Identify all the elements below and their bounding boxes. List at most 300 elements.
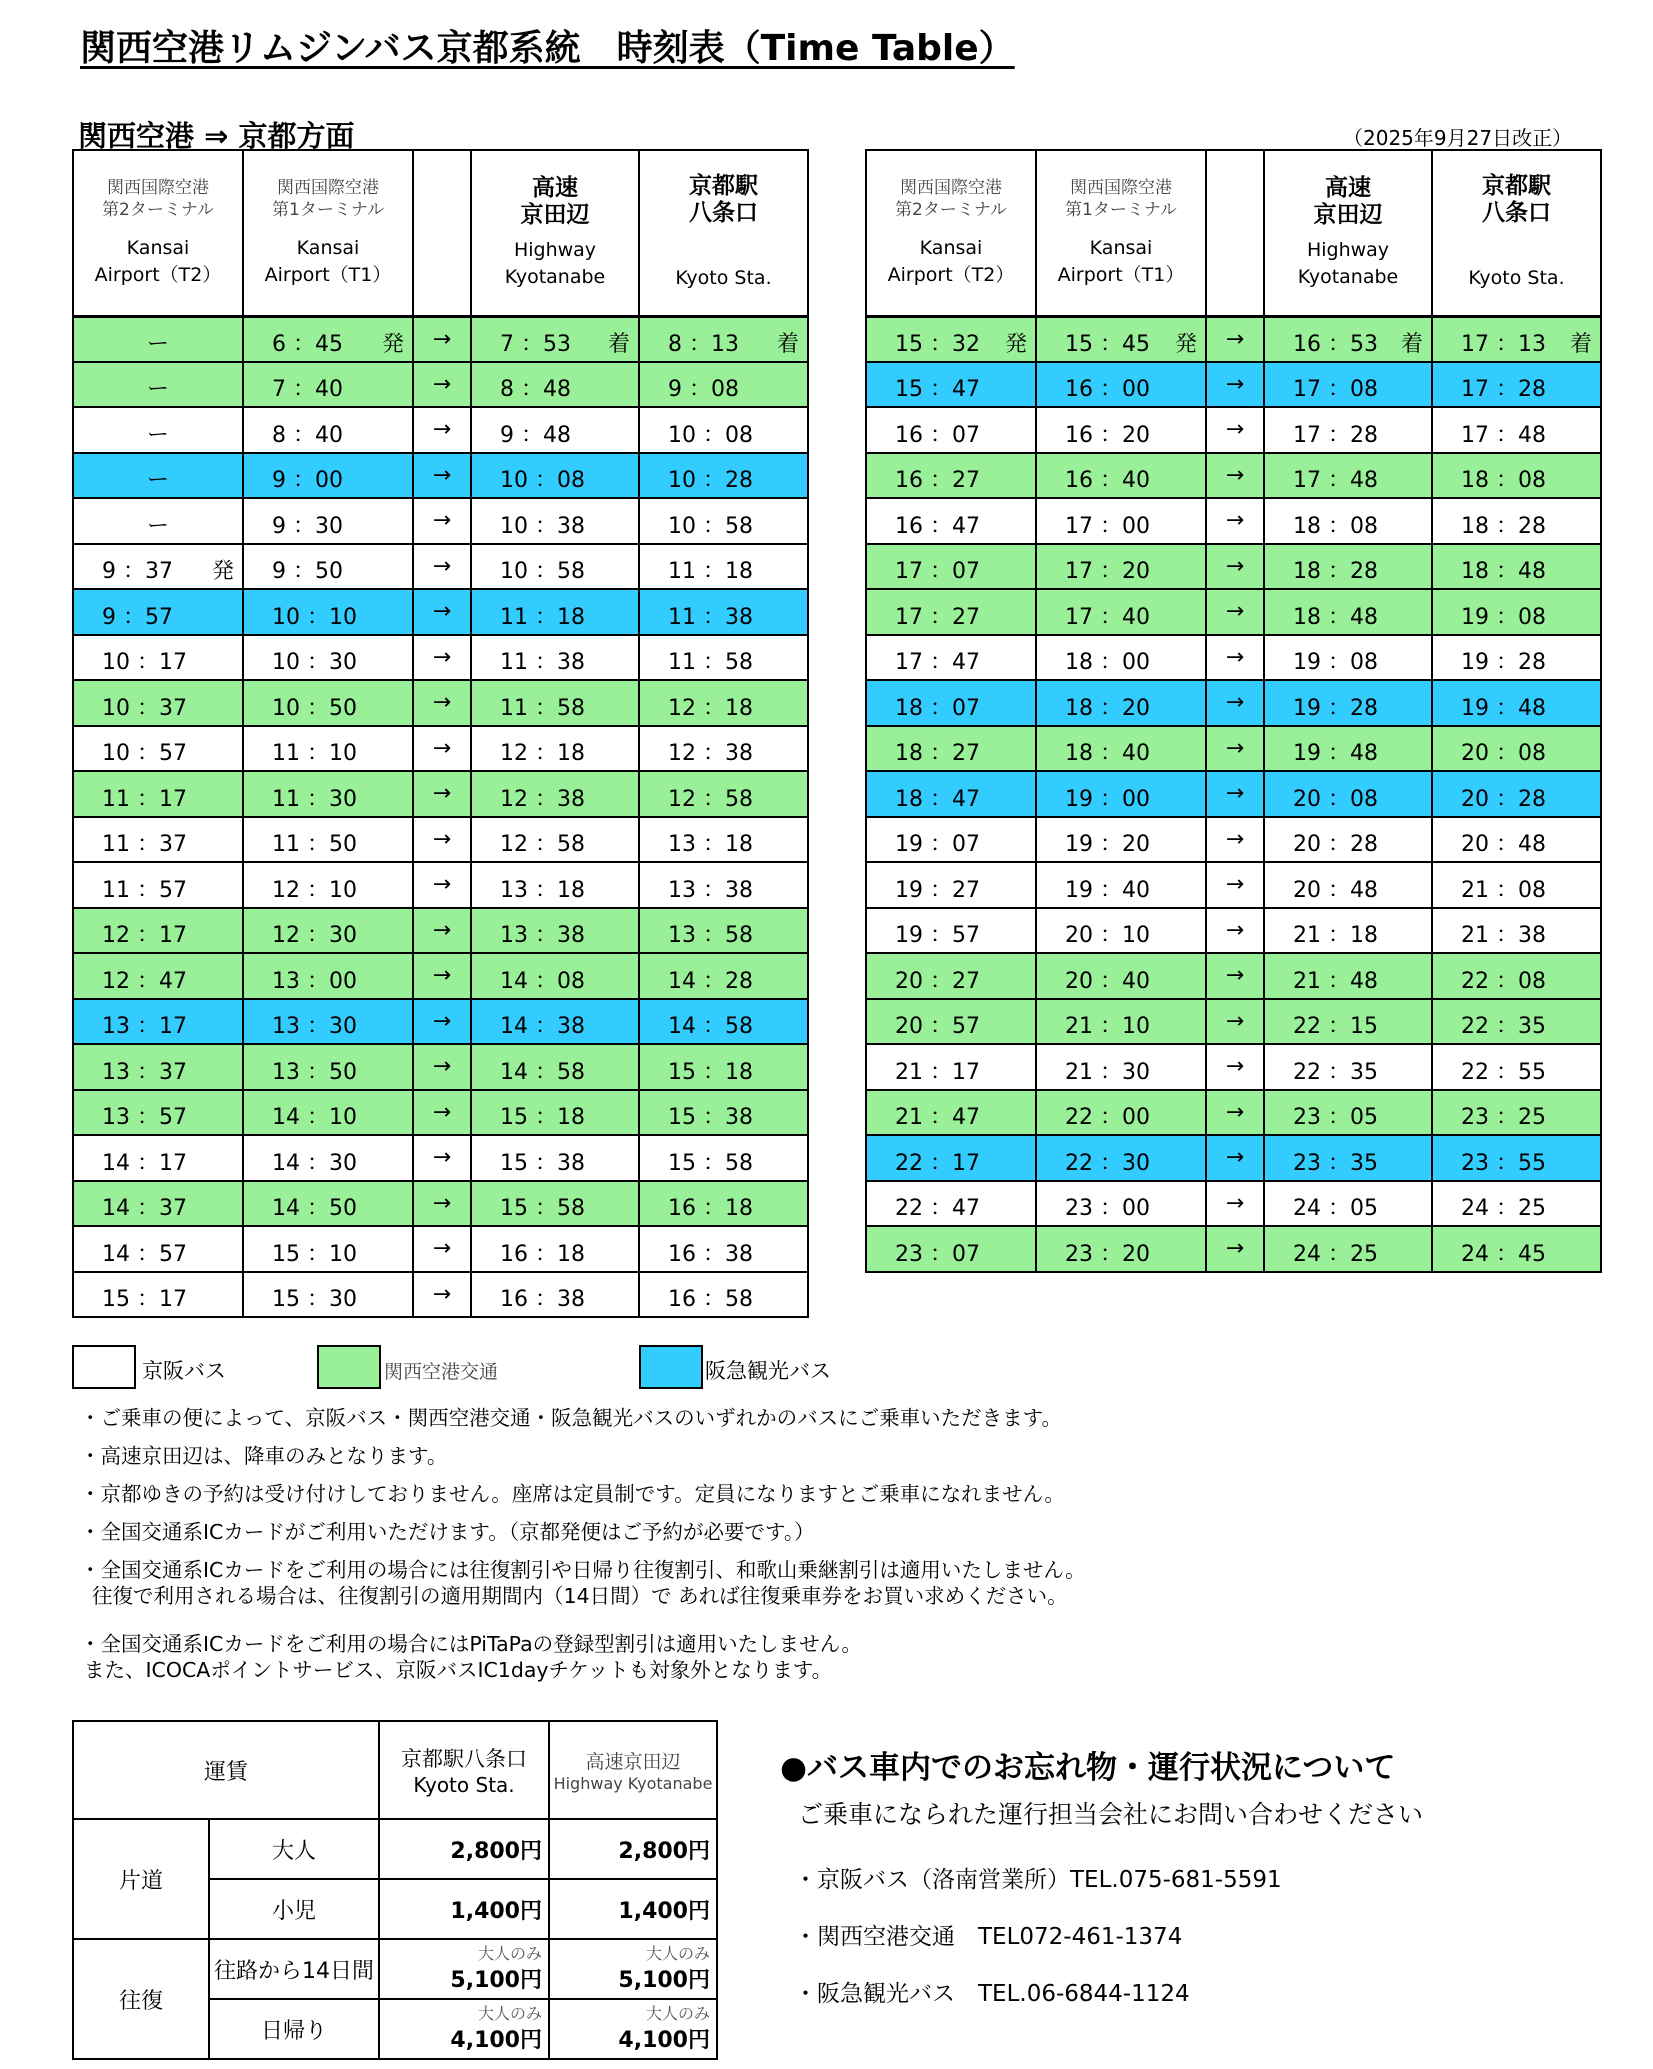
time-text: 13 ：00	[272, 968, 357, 994]
timetable-header-row	[73, 150, 808, 316]
cell-kyotanabe	[471, 817, 639, 863]
timetable-row	[866, 1181, 1601, 1227]
cell-kyoto-sta	[1432, 544, 1601, 590]
cell-t1	[243, 316, 413, 362]
cell-kyoto-sta	[639, 953, 808, 999]
notes	[80, 1405, 1200, 1695]
cell-kyotanabe	[1264, 316, 1432, 362]
cell-t2	[73, 1226, 243, 1272]
price-adult-kyotanabe: 2,800円	[549, 1819, 717, 1879]
timetable-row	[866, 908, 1601, 954]
cell-kyotanabe	[471, 407, 639, 453]
cell-t1	[1036, 680, 1206, 726]
header-kyotanabe: 高速 京田辺 Highway Kyotanabe	[1264, 150, 1432, 316]
arrow-icon: →	[413, 771, 471, 817]
time-text: 16 ：38	[668, 1241, 753, 1267]
time-text: 18 ：08	[1461, 468, 1546, 493]
arrival-mark: 着	[776, 331, 799, 357]
time-text: 20 ：08	[1461, 741, 1546, 766]
time-text: 9 ：08	[668, 377, 739, 402]
departure-mark: 発	[211, 559, 234, 584]
time-text: 17 ：28	[1461, 377, 1546, 402]
timetable-row	[866, 680, 1601, 726]
cell-kyoto-sta	[639, 362, 808, 408]
cell-kyotanabe	[1264, 1090, 1432, 1136]
time-text: 15 ：58	[668, 1150, 753, 1176]
cell-kyoto-sta	[1432, 1044, 1601, 1090]
timetable-row	[866, 817, 1601, 863]
cell-t1	[243, 953, 413, 999]
time-text: 12 ：38	[500, 786, 585, 812]
time-text: 12 ：10	[272, 877, 357, 903]
timetable-row	[73, 726, 808, 772]
time-text: 15 ：17	[102, 1287, 187, 1312]
note-6-line-1: ・全国交通系ICカードをご利用の場合にはPiTaPaの登録型割引は適用いたしません。	[80, 1632, 862, 1656]
time-text: 19 ：57	[895, 923, 980, 948]
price-r14-kyoto: 大人のみ 5,100円	[379, 1939, 549, 1999]
time-text: 10 ：17	[102, 650, 187, 675]
cell-t1	[243, 544, 413, 590]
time-text: 12 ：38	[668, 741, 753, 766]
contact-subtitle: ご乗車になられた運行担当会社にお問い合わせください	[798, 1800, 1424, 1829]
time-text: 11 ：58	[668, 650, 753, 675]
time-text: 12 ：30	[272, 923, 357, 948]
time-text: 20 ：27	[895, 968, 980, 994]
timetable-row	[73, 544, 808, 590]
time-text: 22 ：08	[1461, 968, 1546, 994]
arrow-icon: →	[1206, 316, 1264, 362]
time-text: 19 ：40	[1065, 877, 1150, 903]
cell-t1	[1036, 908, 1206, 954]
timetable-row	[73, 999, 808, 1045]
cell-t1	[1036, 953, 1206, 999]
timetable-row	[866, 953, 1601, 999]
time-text: 7 ：40	[272, 377, 343, 402]
time-text: 9 ：30	[272, 513, 343, 539]
time-text: 21 ：08	[1461, 877, 1546, 903]
legend-swatch-hankyu	[639, 1345, 703, 1389]
time-text: 21 ：30	[1065, 1059, 1150, 1085]
time-text: ー	[146, 513, 169, 539]
cell-kyoto-sta	[639, 1272, 808, 1318]
cell-kyotanabe	[471, 362, 639, 408]
time-text: 12 ：17	[102, 923, 187, 948]
cell-t2	[866, 680, 1036, 726]
cell-kyotanabe	[471, 1181, 639, 1227]
cell-kyoto-sta	[1432, 862, 1601, 908]
timetable-row	[866, 589, 1601, 635]
arrow-icon: →	[413, 635, 471, 681]
time-text: 15 ：47	[895, 377, 980, 402]
time-text: 16 ：40	[1065, 468, 1150, 493]
time-text: 22 ：15	[1293, 1014, 1378, 1039]
time-text: 16 ：27	[895, 468, 980, 493]
time-text: 11 ：58	[500, 695, 585, 721]
arrow-icon: →	[1206, 635, 1264, 681]
time-text: 14 ：58	[500, 1059, 585, 1085]
cell-kyotanabe	[471, 1044, 639, 1090]
cell-t2	[73, 1135, 243, 1181]
cell-kyoto-sta	[639, 1044, 808, 1090]
timetable-row	[866, 544, 1601, 590]
arrow-icon: →	[413, 1272, 471, 1318]
arrow-icon: →	[1206, 817, 1264, 863]
time-text: 15 ：58	[500, 1196, 585, 1221]
time-text: 19 ：00	[1065, 786, 1150, 812]
cell-kyoto-sta	[639, 680, 808, 726]
time-text: 16 ：20	[1065, 422, 1150, 448]
cell-t2	[73, 1181, 243, 1227]
cell-t2	[866, 407, 1036, 453]
time-text: 17 ：47	[895, 650, 980, 675]
timetable-row	[866, 1226, 1601, 1272]
note-5-line-2: 往復で利用される場合は、往復割引の適用期間内（14日間）で あれば往復乗車券をお買い求めください。	[92, 1584, 1068, 1608]
time-text: 9 ：57	[102, 604, 173, 630]
time-text: 17 ：48	[1461, 422, 1546, 448]
time-text: 22 ：55	[1461, 1059, 1546, 1085]
cell-kyotanabe	[471, 498, 639, 544]
time-text: 10 ：57	[102, 741, 187, 766]
cell-t1	[243, 862, 413, 908]
time-text: 21 ：18	[1293, 923, 1378, 948]
cell-t2	[866, 316, 1036, 362]
cell-t2	[866, 999, 1036, 1045]
time-text: 19 ：28	[1293, 695, 1378, 721]
fare-adult: 大人	[209, 1819, 379, 1879]
header-t1: 関西国際空港 第1ターミナル Kansai Airport（T1）	[243, 150, 413, 316]
timetable-row	[866, 1135, 1601, 1181]
timetable-row	[866, 1044, 1601, 1090]
arrow-icon: →	[1206, 1181, 1264, 1227]
cell-t2	[73, 999, 243, 1045]
timetable-row	[73, 498, 808, 544]
timetable-row	[866, 453, 1601, 499]
note-3: ・京都ゆきの予約は受け付けしておりません。座席は定員制です。定員になりますとご乗車になれません。	[80, 1482, 1065, 1506]
legend-label-kansai: 関西空港交通	[384, 1361, 499, 1383]
time-text: 11 ：18	[500, 604, 585, 630]
cell-t1	[243, 771, 413, 817]
contact-info	[780, 1742, 1423, 2008]
note-1: ・ご乗車の便によって、京阪バス・関西空港交通・阪急観光バスのいずれかのバスにご乗車いただきます。	[80, 1406, 1062, 1430]
timetable-row	[73, 908, 808, 954]
arrival-mark: 着	[1400, 331, 1423, 357]
timetable-row	[73, 862, 808, 908]
timetable-row	[866, 1090, 1601, 1136]
timetable-row	[73, 817, 808, 863]
time-text: 18 ：48	[1293, 604, 1378, 630]
legend-swatch-keihan	[72, 1345, 136, 1389]
direction-heading: 関西空港 ⇒ 京都方面	[78, 119, 355, 153]
time-text: 23 ：20	[1065, 1241, 1150, 1267]
arrow-icon: →	[1206, 680, 1264, 726]
fare-return-14days: 往路から14日間	[209, 1939, 379, 1999]
time-text: 19 ：20	[1065, 832, 1150, 857]
page-title: 関西空港リムジンバス京都系統 時刻表（Time Table）	[80, 28, 1015, 69]
time-text: ー	[146, 331, 169, 357]
time-text: 12 ：18	[668, 695, 753, 721]
arrival-mark: 着	[607, 331, 630, 357]
header-kyotanabe: 高速 京田辺 Highway Kyotanabe	[471, 150, 639, 316]
cell-kyotanabe	[1264, 1135, 1432, 1181]
timetable-right	[865, 149, 1602, 1273]
time-text: 16 ：18	[500, 1241, 585, 1267]
cell-kyotanabe	[471, 1226, 639, 1272]
cell-t2	[866, 1135, 1036, 1181]
time-text: 15 ：18	[500, 1105, 585, 1130]
cell-kyotanabe	[1264, 635, 1432, 681]
cell-kyoto-sta	[1432, 771, 1601, 817]
time-text: 14 ：30	[272, 1150, 357, 1176]
cell-t2	[73, 453, 243, 499]
time-text: 20 ：28	[1293, 832, 1378, 857]
time-text: 19 ：28	[1461, 650, 1546, 675]
time-text: 21 ：38	[1461, 923, 1546, 948]
time-text: 7 ：53	[500, 331, 571, 357]
time-text: ー	[146, 468, 169, 493]
timetable-row	[866, 498, 1601, 544]
cell-t1	[1036, 407, 1206, 453]
timetable-row	[73, 453, 808, 499]
cell-t1	[243, 498, 413, 544]
cell-kyotanabe	[1264, 1181, 1432, 1227]
cell-t1	[1036, 453, 1206, 499]
time-text: 10 ：58	[500, 559, 585, 584]
time-text: 11 ：38	[668, 604, 753, 630]
header-arrow-col	[1206, 150, 1264, 316]
cell-t2	[866, 1226, 1036, 1272]
arrow-icon: →	[1206, 362, 1264, 408]
cell-t1	[243, 1272, 413, 1318]
timetable-row	[73, 316, 808, 362]
arrow-icon: →	[413, 953, 471, 999]
time-text: 15 ：38	[668, 1105, 753, 1130]
cell-t2	[866, 635, 1036, 681]
arrow-icon: →	[1206, 908, 1264, 954]
cell-t2	[866, 1181, 1036, 1227]
time-text: 18 ：48	[1461, 559, 1546, 584]
arrow-icon: →	[413, 498, 471, 544]
time-text: 12 ：58	[668, 786, 753, 812]
time-text: 18 ：28	[1461, 513, 1546, 539]
cell-kyotanabe	[1264, 544, 1432, 590]
time-text: 14 ：17	[102, 1150, 187, 1176]
cell-kyoto-sta	[1432, 726, 1601, 772]
time-text: 8 ：13	[668, 331, 739, 357]
timetable-row	[73, 1181, 808, 1227]
fare-oneway: 片道	[73, 1819, 209, 1939]
cell-kyoto-sta	[639, 498, 808, 544]
cell-t1	[1036, 999, 1206, 1045]
cell-t1	[1036, 589, 1206, 635]
time-text: 9 ：37	[102, 559, 173, 584]
cell-t2	[73, 908, 243, 954]
timetable-row	[866, 999, 1601, 1045]
time-text: 11 ：37	[102, 832, 187, 857]
cell-kyoto-sta	[639, 316, 808, 362]
cell-kyotanabe	[1264, 1044, 1432, 1090]
cell-t2	[866, 817, 1036, 863]
cell-kyoto-sta	[1432, 1090, 1601, 1136]
cell-kyoto-sta	[1432, 1226, 1601, 1272]
time-text: 13 ：38	[500, 923, 585, 948]
time-text: 10 ：38	[500, 513, 585, 539]
cell-t1	[243, 908, 413, 954]
time-text: 15 ：18	[668, 1059, 753, 1085]
time-text: 13 ：30	[272, 1014, 357, 1039]
time-text: 17 ：07	[895, 559, 980, 584]
cell-t2	[73, 953, 243, 999]
cell-t2	[73, 862, 243, 908]
cell-kyotanabe	[1264, 680, 1432, 726]
cell-t2	[866, 589, 1036, 635]
cell-kyotanabe	[1264, 908, 1432, 954]
cell-kyoto-sta	[639, 453, 808, 499]
timetable-row	[73, 1090, 808, 1136]
time-text: 13 ：57	[102, 1105, 187, 1130]
cell-kyoto-sta	[1432, 316, 1601, 362]
price-rday-kyotanabe: 大人のみ 4,100円	[549, 1999, 717, 2059]
price-child-kyotanabe: 1,400円	[549, 1879, 717, 1939]
time-text: 11 ：38	[500, 650, 585, 675]
time-text: 18 ：20	[1065, 695, 1150, 721]
time-text: 8 ：48	[500, 377, 571, 402]
timetable-row	[73, 953, 808, 999]
timetable-left	[72, 149, 809, 1318]
cell-kyoto-sta	[639, 999, 808, 1045]
cell-t2	[866, 862, 1036, 908]
cell-t1	[243, 817, 413, 863]
cell-t1	[243, 726, 413, 772]
fare-label: 運賃	[73, 1721, 379, 1819]
arrow-icon: →	[1206, 407, 1264, 453]
cell-kyotanabe	[1264, 407, 1432, 453]
cell-t2	[866, 453, 1036, 499]
time-text: 18 ：00	[1065, 650, 1150, 675]
time-text: 16 ：00	[1065, 377, 1150, 402]
cell-kyoto-sta	[1432, 953, 1601, 999]
timetable-row	[73, 362, 808, 408]
time-text: 14 ：37	[102, 1196, 187, 1221]
cell-t1	[1036, 544, 1206, 590]
cell-kyoto-sta	[639, 771, 808, 817]
timetable-row	[866, 407, 1601, 453]
time-text: 13 ：58	[668, 923, 753, 948]
time-text: 16 ：07	[895, 422, 980, 448]
arrow-icon: →	[413, 1044, 471, 1090]
cell-kyoto-sta	[1432, 1181, 1601, 1227]
cell-kyoto-sta	[639, 908, 808, 954]
time-text: 18 ：47	[895, 786, 980, 812]
time-text: 14 ：58	[668, 1014, 753, 1039]
arrow-icon: →	[413, 1090, 471, 1136]
departure-mark: 発	[381, 331, 404, 357]
cell-kyotanabe	[1264, 862, 1432, 908]
time-text: 10 ：08	[500, 468, 585, 493]
cell-t2	[73, 316, 243, 362]
time-text: 23 ：00	[1065, 1196, 1150, 1221]
price-r14-kyotanabe: 大人のみ 5,100円	[549, 1939, 717, 1999]
time-text: 10 ：50	[272, 695, 357, 721]
time-text: 19 ：48	[1461, 695, 1546, 721]
arrow-icon: →	[413, 999, 471, 1045]
time-text: 12 ：58	[500, 832, 585, 857]
time-text: 20 ：10	[1065, 923, 1150, 948]
arrow-icon: →	[413, 407, 471, 453]
time-text: 21 ：47	[895, 1105, 980, 1130]
time-text: 9 ：48	[500, 422, 571, 448]
cell-t1	[243, 1226, 413, 1272]
cell-kyotanabe	[471, 862, 639, 908]
fare-return-dayreturn: 日帰り	[209, 1999, 379, 2059]
cell-kyotanabe	[471, 1135, 639, 1181]
cell-kyotanabe	[471, 1090, 639, 1136]
time-text: 8 ：40	[272, 422, 343, 448]
cell-kyoto-sta	[639, 1226, 808, 1272]
cell-kyotanabe	[1264, 453, 1432, 499]
cell-kyotanabe	[471, 953, 639, 999]
time-text: 20 ：40	[1065, 968, 1150, 994]
contact-keihan: ・京阪バス（洛南営業所）TEL.075-681-5591	[794, 1867, 1282, 1893]
cell-t1	[1036, 316, 1206, 362]
cell-t1	[1036, 862, 1206, 908]
cell-t2	[866, 544, 1036, 590]
cell-t2	[73, 1090, 243, 1136]
cell-kyoto-sta	[639, 635, 808, 681]
cell-kyoto-sta	[639, 1135, 808, 1181]
arrow-icon: →	[413, 589, 471, 635]
cell-kyotanabe	[471, 1272, 639, 1318]
cell-kyotanabe	[471, 544, 639, 590]
header-t1: 関西国際空港 第1ターミナル Kansai Airport（T1）	[1036, 150, 1206, 316]
cell-t1	[243, 407, 413, 453]
cell-t1	[243, 1181, 413, 1227]
timetable-row	[73, 1272, 808, 1318]
timetable-row	[73, 1226, 808, 1272]
cell-t2	[866, 498, 1036, 544]
revision-date: （2025年9月27日改正）	[1343, 126, 1573, 150]
time-text: 17 ：00	[1065, 513, 1150, 539]
cell-kyoto-sta	[639, 862, 808, 908]
time-text: 21 ：10	[1065, 1014, 1150, 1039]
header-t2: 関西国際空港 第2ターミナル Kansai Airport（T2）	[866, 150, 1036, 316]
arrival-mark: 着	[1569, 331, 1592, 357]
time-text: 22 ：35	[1461, 1014, 1546, 1039]
cell-t1	[1036, 362, 1206, 408]
cell-t2	[866, 362, 1036, 408]
time-text: 14 ：28	[668, 968, 753, 994]
arrow-icon: →	[413, 453, 471, 499]
cell-kyoto-sta	[639, 407, 808, 453]
arrow-icon: →	[1206, 953, 1264, 999]
legend-label-keihan: 京阪バス	[142, 1359, 226, 1383]
cell-kyotanabe	[471, 635, 639, 681]
cell-t2	[73, 362, 243, 408]
arrow-icon: →	[1206, 498, 1264, 544]
arrow-icon: →	[413, 1226, 471, 1272]
arrow-icon: →	[413, 862, 471, 908]
time-text: 19 ：08	[1461, 604, 1546, 630]
cell-kyotanabe	[471, 680, 639, 726]
cell-kyoto-sta	[1432, 635, 1601, 681]
cell-t1	[243, 1090, 413, 1136]
time-text: 18 ：08	[1293, 513, 1378, 539]
arrow-icon: →	[1206, 726, 1264, 772]
time-text: 19 ：27	[895, 877, 980, 903]
time-text: 22 ：35	[1293, 1059, 1378, 1085]
time-text: 18 ：40	[1065, 741, 1150, 766]
header-arrow-col	[413, 150, 471, 316]
cell-t2	[73, 589, 243, 635]
